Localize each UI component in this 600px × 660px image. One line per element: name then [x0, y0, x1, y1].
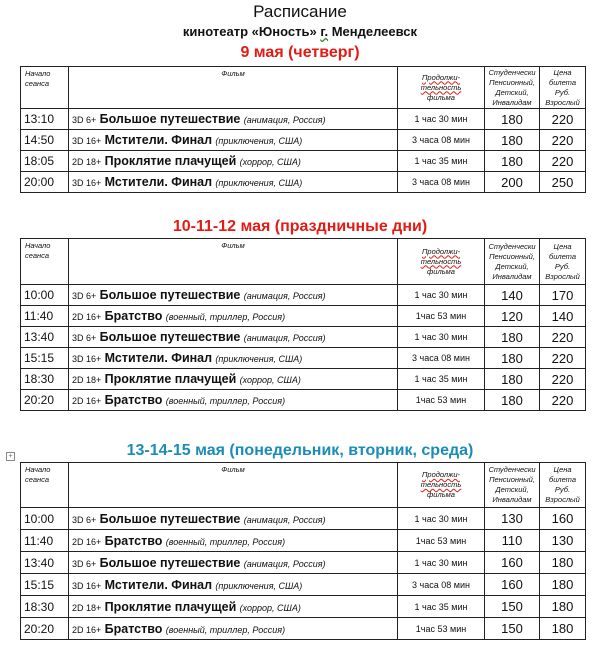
move-handle-icon[interactable]: +	[6, 452, 15, 461]
discount-col-header: Студенчески Пенсионный, Детский, Инвалидам	[485, 463, 540, 508]
adult-price: 180	[540, 574, 586, 596]
film-cell	[69, 508, 398, 530]
film-duration: 1 час 30 мин	[398, 508, 485, 530]
price-col-header: Цена билета Руб. Взрослый	[540, 239, 586, 285]
adult-price: 220	[540, 348, 586, 369]
adult-price: 220	[540, 327, 586, 348]
film-format: 2D 16+	[72, 536, 102, 547]
discount-price: 180	[485, 327, 540, 348]
film-format: 2D 18+	[72, 602, 102, 613]
film-title: Братство	[104, 533, 163, 548]
table-row	[21, 130, 586, 151]
session-time: 20:20	[21, 618, 69, 640]
header-row	[21, 67, 586, 109]
discount-price: 130	[485, 508, 540, 530]
schedule-table-2	[20, 238, 586, 411]
film-title: Проклятие плачущей	[104, 372, 237, 386]
film-cell	[69, 596, 398, 618]
film-duration: 3 часа 08 мин	[398, 172, 485, 193]
film-cell	[69, 306, 398, 327]
film-col-header: Фильм	[69, 67, 398, 109]
film-duration: 1 час 35 мин	[398, 596, 485, 618]
film-format: 3D 6+	[72, 558, 97, 569]
discount-price: 160	[485, 574, 540, 596]
film-format: 2D 16+	[72, 624, 102, 635]
film-genre: (анимация, Россия)	[243, 291, 326, 301]
film-cell	[69, 530, 398, 552]
film-duration: 1 час 30 мин	[398, 327, 485, 348]
film-duration: 1 час 30 мин	[398, 109, 485, 130]
adult-price: 220	[540, 109, 586, 130]
adult-price: 220	[540, 151, 586, 172]
film-format: 2D 16+	[72, 396, 102, 406]
schedule-table-3	[20, 462, 586, 640]
start-col-header: Начало сеанса	[21, 67, 69, 109]
discount-price: 180	[485, 151, 540, 172]
section-heading-1: 9 мая (четверг)	[240, 44, 360, 61]
duration-col-header: Продолжи- тельность фильма	[398, 67, 485, 109]
table-row	[21, 109, 586, 130]
adult-price: 220	[540, 130, 586, 151]
film-cell	[69, 574, 398, 596]
discount-col-header: Студенчески Пенсионный, Детский, Инвалидам	[485, 67, 540, 109]
table-row	[21, 151, 586, 172]
film-genre: (приключения, США)	[215, 354, 303, 364]
discount-price: 160	[485, 552, 540, 574]
discount-price: 200	[485, 172, 540, 193]
table-row	[21, 369, 586, 390]
schedule-table-1	[20, 66, 586, 193]
film-title: Братство	[104, 309, 163, 323]
film-genre: (анимация, Россия)	[243, 115, 326, 125]
film-genre: (хоррор, США)	[239, 602, 301, 613]
film-col-header: Фильм	[69, 463, 398, 508]
table-row	[21, 530, 586, 552]
table-row	[21, 306, 586, 327]
film-format: 3D 6+	[72, 291, 97, 301]
film-cell	[69, 285, 398, 306]
city-prefix: г.	[320, 24, 329, 39]
film-cell	[69, 130, 398, 151]
film-duration: 3 часа 08 мин	[398, 574, 485, 596]
film-duration: 3 часа 08 мин	[398, 348, 485, 369]
adult-price: 140	[540, 306, 586, 327]
discount-price: 140	[485, 285, 540, 306]
film-format: 3D 16+	[72, 178, 102, 188]
film-cell	[69, 151, 398, 172]
film-title: Большое путешествие	[99, 330, 241, 344]
film-title: Большое путешествие	[99, 555, 241, 570]
section-heading-3: 13-14-15 мая (понедельник, вторник, среда)	[126, 442, 474, 459]
film-title: Мстители. Финал	[104, 577, 213, 592]
discount-price: 150	[485, 618, 540, 640]
adult-price: 160	[540, 508, 586, 530]
film-format: 3D 16+	[72, 580, 102, 591]
duration-col-header: Продолжи- тельность фильма	[398, 463, 485, 508]
session-time: 20:20	[21, 390, 69, 411]
session-time: 10:00	[21, 508, 69, 530]
header-row	[21, 239, 586, 285]
table-row	[21, 508, 586, 530]
discount-col-header: Студенчески Пенсионный, Детский, Инвалидам	[485, 239, 540, 285]
film-duration: 1 час 35 мин	[398, 151, 485, 172]
film-genre: (приключения, США)	[215, 580, 303, 591]
session-time: 11:40	[21, 306, 69, 327]
adult-price: 180	[540, 618, 586, 640]
session-time: 15:15	[21, 348, 69, 369]
session-time: 20:00	[21, 172, 69, 193]
film-genre: (военный, триллер, Россия)	[165, 624, 286, 635]
film-title: Большое путешествие	[99, 112, 241, 126]
film-title: Мстители. Финал	[104, 351, 213, 365]
film-format: 3D 6+	[72, 115, 97, 125]
film-title: Братство	[104, 393, 163, 407]
session-time: 18:30	[21, 596, 69, 618]
film-format: 2D 18+	[72, 157, 102, 167]
discount-price: 110	[485, 530, 540, 552]
film-genre: (приключения, США)	[215, 136, 303, 146]
film-cell	[69, 109, 398, 130]
start-col-header: Начало сеанса	[21, 239, 69, 285]
header-row	[21, 463, 586, 508]
discount-price: 180	[485, 390, 540, 411]
film-genre: (военный, триллер, Россия)	[165, 312, 286, 322]
discount-price: 180	[485, 109, 540, 130]
film-title: Проклятие плачущей	[104, 599, 237, 614]
session-time: 18:05	[21, 151, 69, 172]
film-genre: (хоррор, США)	[239, 157, 301, 167]
film-cell	[69, 390, 398, 411]
table-row	[21, 618, 586, 640]
discount-price: 120	[485, 306, 540, 327]
table-row	[21, 172, 586, 193]
page-title: Расписание	[253, 2, 347, 21]
discount-price: 180	[485, 369, 540, 390]
film-format: 2D 16+	[72, 312, 102, 322]
price-col-header: Цена билета Руб. Взрослый	[540, 463, 586, 508]
session-time: 13:40	[21, 327, 69, 348]
film-format: 3D 16+	[72, 354, 102, 364]
discount-price: 150	[485, 596, 540, 618]
film-title: Мстители. Финал	[104, 133, 213, 147]
film-cell	[69, 172, 398, 193]
film-duration: 1час 53 мин	[398, 618, 485, 640]
film-cell	[69, 618, 398, 640]
session-time: 14:50	[21, 130, 69, 151]
film-format: 3D 6+	[72, 333, 97, 343]
session-time: 18:30	[21, 369, 69, 390]
table-row	[21, 390, 586, 411]
session-time: 11:40	[21, 530, 69, 552]
film-genre: (хоррор, США)	[239, 375, 301, 385]
film-duration: 1час 53 мин	[398, 530, 485, 552]
session-time: 15:15	[21, 574, 69, 596]
session-time: 13:10	[21, 109, 69, 130]
film-genre: (анимация, Россия)	[243, 514, 326, 525]
film-genre: (анимация, Россия)	[243, 333, 326, 343]
film-title: Большое путешествие	[99, 511, 241, 526]
table-row	[21, 596, 586, 618]
table-row	[21, 552, 586, 574]
session-time: 13:40	[21, 552, 69, 574]
film-col-header: Фильм	[69, 239, 398, 285]
film-title: Проклятие плачущей	[104, 154, 237, 168]
film-genre: (военный, триллер, Россия)	[165, 536, 286, 547]
discount-price: 180	[485, 348, 540, 369]
session-time: 10:00	[21, 285, 69, 306]
film-format: 2D 18+	[72, 375, 102, 385]
start-col-header: Начало сеанса	[21, 463, 69, 508]
table-row	[21, 574, 586, 596]
film-duration: 1 час 35 мин	[398, 369, 485, 390]
adult-price: 180	[540, 552, 586, 574]
film-duration: 1час 53 мин	[398, 390, 485, 411]
film-cell	[69, 369, 398, 390]
table-row	[21, 327, 586, 348]
adult-price: 170	[540, 285, 586, 306]
film-title: Большое путешествие	[99, 288, 241, 302]
cinema-name: кинотеатр «Юность»	[182, 24, 317, 39]
cinema-subtitle	[0, 24, 600, 39]
section-heading-2: 10-11-12 мая (праздничные дни)	[172, 218, 428, 235]
film-cell	[69, 552, 398, 574]
film-title: Мстители. Финал	[104, 175, 213, 189]
film-cell	[69, 348, 398, 369]
film-format: 3D 16+	[72, 136, 102, 146]
table-row	[21, 348, 586, 369]
price-col-header: Цена билета Руб. Взрослый	[540, 67, 586, 109]
film-duration: 1 час 30 мин	[398, 552, 485, 574]
adult-price: 220	[540, 390, 586, 411]
film-duration: 1 час 30 мин	[398, 285, 485, 306]
film-genre: (приключения, США)	[215, 178, 303, 188]
film-format: 3D 6+	[72, 514, 97, 525]
adult-price: 250	[540, 172, 586, 193]
adult-price: 180	[540, 596, 586, 618]
adult-price: 220	[540, 369, 586, 390]
film-duration: 1час 53 мин	[398, 306, 485, 327]
film-title: Братство	[104, 621, 163, 636]
city-name: Менделеевск	[331, 24, 418, 39]
adult-price: 130	[540, 530, 586, 552]
film-cell	[69, 327, 398, 348]
duration-col-header: Продолжи- тельность фильма	[398, 239, 485, 285]
table-row	[21, 285, 586, 306]
film-genre: (анимация, Россия)	[243, 558, 326, 569]
film-genre: (военный, триллер, Россия)	[165, 396, 286, 406]
film-duration: 3 часа 08 мин	[398, 130, 485, 151]
discount-price: 180	[485, 130, 540, 151]
